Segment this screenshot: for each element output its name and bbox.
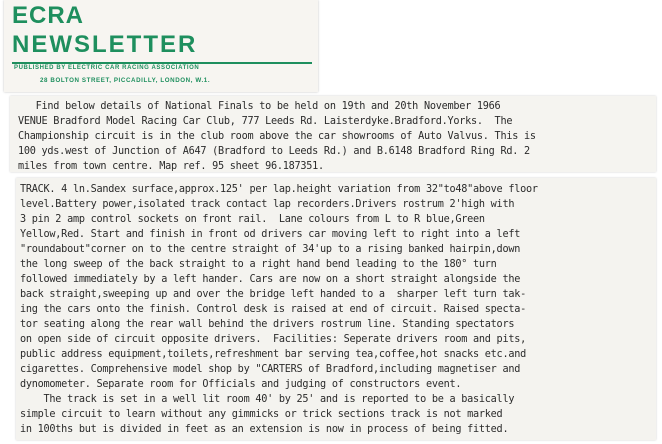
track-line: Yellow,Red. Start and finish in front od drivers car moving left to right into a left — [20, 229, 521, 240]
track-line: public address equipment,toilets,refreshment bar serving tea,coffee,hot snacks etc.and — [20, 349, 526, 360]
track-line: the long sweep of the back straight to a right hand bend leading to the 180° turn — [20, 259, 497, 270]
venue-line: 100 yds.west of Junction of A647 (Bradford to Leeds Rd.) and B.6148 Bradford Ring Rd. 2 — [18, 146, 530, 157]
track-line: dynomometer. Separate room for Officials and judging of constructors event. — [20, 379, 462, 390]
track-line: back straight,sweeping up and over the bridge left handed to a sharper left turn tak- — [20, 289, 526, 300]
masthead-rule — [12, 62, 312, 64]
track-line: in 100ths but is divided in feet as an extension is now in process of being fitted. — [20, 424, 509, 435]
venue-line: VENUE Bradford Model Racing Car Club, 777 Leeds Rd. Laisterdyke.Bradford.Yorks. The — [18, 116, 513, 127]
track-line: followed immediately by a left hander. Cars are now on a short straight alongside the — [20, 274, 521, 285]
track-line: level.Battery power,isolated track contact lap recorders.Drivers rostrum 2'high with — [20, 199, 515, 210]
masthead-title-ecra: ECRA — [12, 2, 85, 29]
venue-line: Championship circuit is in the club room above the car showrooms of Auto Valvus. This is — [18, 131, 536, 142]
track-line: simple circuit to learn without any gimmicks or trick sections track is not marked — [20, 409, 503, 420]
track-line: The track is set in a well lit room 40' by 25' and is reported to be a basically — [20, 394, 515, 405]
track-line: 3 pin 2 amp control sockets on front rail. Lane colours from L to R blue,Green — [20, 214, 485, 225]
masthead-publisher: PUBLISHED BY ELECTRIC CAR RACING ASSOCIATION — [14, 65, 200, 71]
venue-text-block — [18, 99, 536, 174]
masthead-title-newsletter: NEWSLETTER — [12, 31, 198, 58]
track-text-block — [20, 182, 538, 437]
track-line: "roundabout"corner on to the centre straight of 34'up to a rising banked hairpin,down — [20, 244, 521, 255]
track-clipping — [16, 178, 656, 440]
track-line: tor seating along the rear wall behind the drivers rostrum line. Standing spectators — [20, 319, 515, 330]
venue-line: miles from town centre. Map ref. 95 sheet 96.187351. — [18, 161, 324, 172]
track-line: TRACK. 4 ln.Sandex surface,approx.125' per lap.height variation from 32"to48"above floor — [20, 184, 538, 195]
venue-line: Find below details of National Finals to be held on 19th and 20th November 1966 — [18, 101, 501, 112]
venue-clipping — [10, 96, 656, 172]
track-line: ing the cars onto the finish. Control desk is raised at end of circuit. Raised specta- — [20, 304, 526, 315]
track-line: on open side of circuit opposite drivers. Facilities: Seperate drivers room and pits, — [20, 334, 526, 345]
newsletter-masthead — [4, 0, 318, 92]
track-line: cigarettes. Comprehensive model shop by "CARTERS of Bradford,including magnetiser and — [20, 364, 521, 375]
masthead-address: 28 BOLTON STREET, PICCADILLY, LONDON, W.1. — [40, 77, 211, 84]
